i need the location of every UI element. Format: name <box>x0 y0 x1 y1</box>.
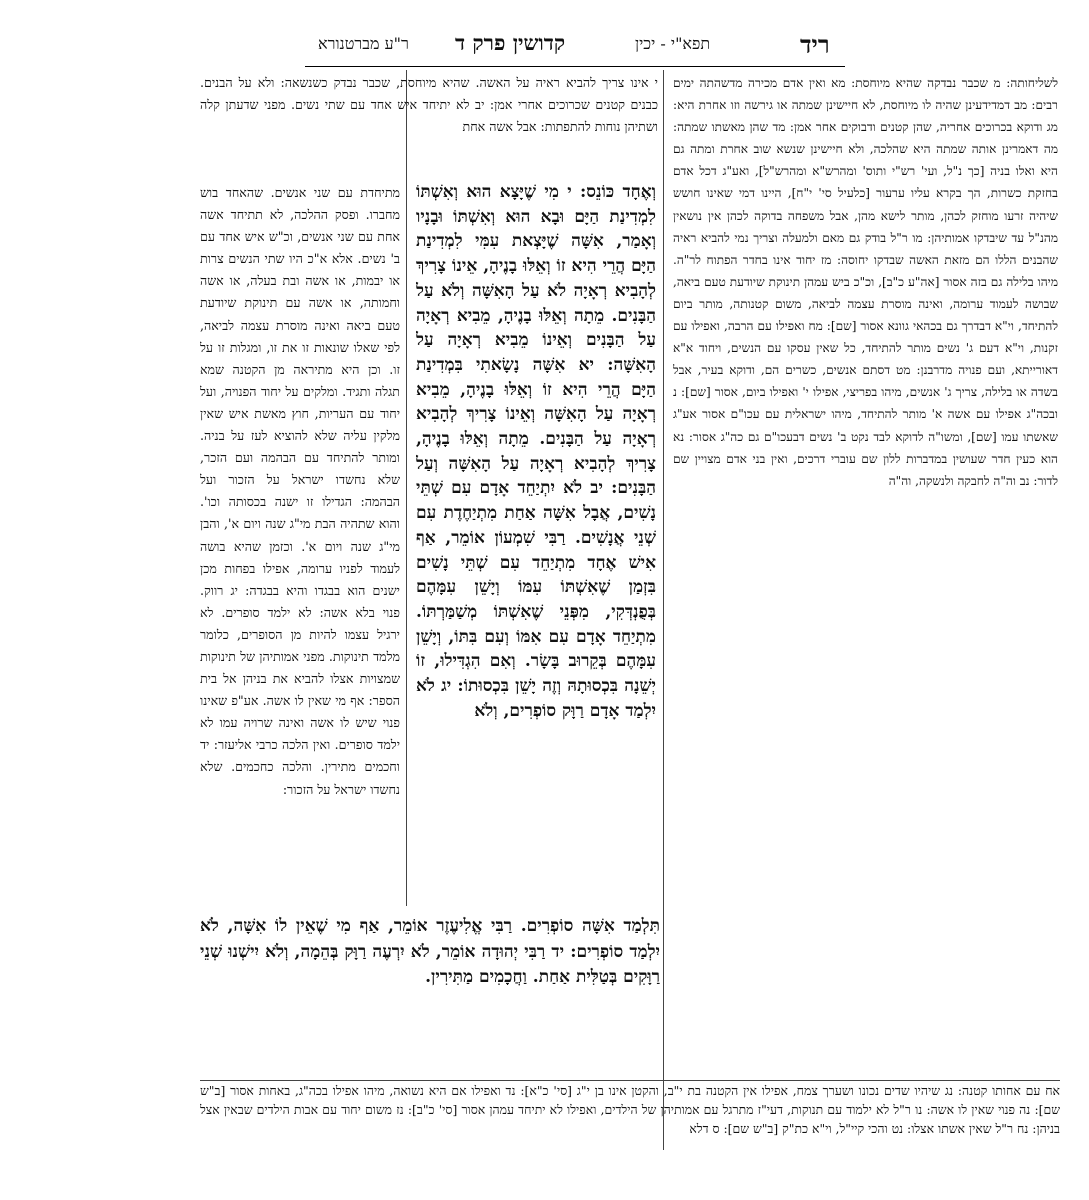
commentary-line: כשרים הם, ודוקא בעיר, אבל <box>673 363 817 378</box>
mishnah-line: נָשִׁים בִּזְמַן שֶׁאִשְׁתּוֹ עִמּוֹ וְיָשֵׁן <box>416 552 656 598</box>
commentary-line: שיבדקו אמותיהן: מו ר"ל בודק <box>860 230 1007 245</box>
mishnah-line: וְלֹא עַל הַבָּנִים. מֵתָה וְאֵלּוּ <box>416 280 656 326</box>
commentary-line: מתיחדת עם שני אנשים. <box>263 185 400 200</box>
commentary-line: אנשים, מיהו בפריצי, אפילו י' <box>798 385 941 400</box>
mishnah-wide-lines <box>200 914 660 991</box>
commentary-line: צרות או יבמות, או אשה ובת בעלה, <box>200 251 400 289</box>
footnote-line: עם תנוקות, דעי"ז מתרגל עם אמותיהן של הילדים, ואפילו לא יתיחד עמהן אסור [סי' כ"ב]: נז משום יחוד עם <box>318 1101 843 1117</box>
commentary-line: נקט ב' נשים דבעכו"ם גם כה"ג <box>716 429 869 444</box>
commentary-line: עצמה לביאה, משום קטנותה, <box>722 296 875 311</box>
commentary-line: ואפילו ביום, אסור [שם]: <box>676 385 799 400</box>
commentary-line: ואין בני אדם מצויין שם לדור: <box>673 451 1058 488</box>
mishnah-line: שֶׁיָּצְאת עִמִּי לִמְדִינַת הַיָּם הֲרֵי <box>416 231 656 277</box>
commentary-line: כ"ב], וכ"כ ביש עמהן תינוקת <box>764 274 905 289</box>
column-divider-left <box>406 70 407 906</box>
commentary-line: ואע"ג דכל אדם בחזקת כשרות, <box>673 164 1058 201</box>
bartenura-text <box>200 182 400 801</box>
mishnah-line: הֲרֵי הִיא זוֹ וְאֵלּוּ בָנֶיהָ, מֵבִיא <box>416 379 621 400</box>
commentary-line: בניהן אל בית הספר: אף מי <box>200 671 400 709</box>
commentary-line: גם בכהאי גוונא אסור [שם]: <box>822 319 958 334</box>
commentary-line: מז יחוד אינו בחדר הפתוח לר"ה. <box>673 252 832 267</box>
commentary-line: אותה שמתה היא שהלכה, ולא <box>842 142 997 157</box>
commentary-line: לשליחותה: מ שכבר נבדקה שהיא מיוחסת: מא ואין <box>803 76 1058 90</box>
mishnah-line: בִּכְסוּתָהּ וְזֶה יָשֵׁן בִּכְסוּתוֹ: יג לֹא <box>416 676 618 697</box>
commentary-line: נשים. אלא א"כ היו שתי הנשים <box>223 251 386 267</box>
mishnah-line: הִיא זוֹ וְאֵלּוּ בָנֶיהָ, אֵינוֹ צָרִיךְ <box>416 256 597 277</box>
commentary-line: לא תתיחד אשה אחת עם שני <box>200 207 400 245</box>
commentary-line: סופרים. לא ירגיל עצמו להיות <box>200 604 400 642</box>
commentary-line: לישא מהן, אבל משפחה בדוקה <box>748 208 906 223</box>
bartenura-top-text <box>200 72 658 138</box>
commentary-line: תינוקות. מפני אמותיהן של <box>235 648 369 664</box>
commentary-line: או אשה וחמותה, או אשה עם <box>200 273 400 311</box>
mishnah-line: וְעִם בִּתּוֹ, וְיָשֵׁן עִמָּהֶם בְּקֵרוּב <box>416 626 656 672</box>
tosafot-yachin-text <box>673 72 1058 492</box>
tosafot-yachin-label: תפא"י - יכין <box>635 34 711 53</box>
mishnah-line: תִּלְמַד אִשָּׁה סוֹפְרִים. רַבִּי אֱלִיעֶזֶר אוֹמֵר, אַף מִי שֶׁאֵין לוֹ <box>266 916 660 936</box>
commentary-line: הוא בבגדו והיא בבגדה: יג רווק. <box>200 582 366 598</box>
column-divider-right <box>663 70 664 1150</box>
commentary-line: תינוקת שיודעת טעם ביאה ואינה <box>200 295 400 333</box>
mishnah-line: וְאִשְׁתּוֹ וּבָנָיו וְאָמַר, אִשָּׁה <box>416 206 656 252</box>
commentary-line: י אינו צריך להביא ראיה על האשה. שהיא <box>436 75 658 90</box>
commentary-line: שיודעת טעם ביאה, שבושה <box>673 274 1058 311</box>
commentary-line: ישראל על הזכור ועל הבהמה: <box>200 472 400 510</box>
commentary-line: עמו לא ילמד סופרים. ואין הלכה <box>200 715 400 753</box>
commentary-line: מח ואפילו עם הרבה, ואפילו עם <box>673 319 823 334</box>
mishnah-line: בָּשָׂר. וְאִם הִגְדִּילוּ, זוֹ יְשֵׁנָה <box>416 651 656 697</box>
mishnah-line: אַף אִישׁ אֶחָד מִתְיַחֵד עִם שְׁתֵּי <box>416 527 656 573</box>
footnote-line: אח עם אחותו קטנה: נג שיהיו שדים נכונו ושערך צמח, אפילו אין הקטנה בת י"ב, והקטן אינו בן י"ג [סי' כ"א]: <box>515 1083 1060 1098</box>
mishnah-wide-text <box>200 914 660 996</box>
bartenura-column <box>200 182 400 912</box>
commentary-line: מיהו בלילה גם בזה אסור [אה"ע <box>904 274 1058 289</box>
bartenura-top-block <box>200 72 658 184</box>
commentary-line: לעמוד ערומה, ואינה מוסרת <box>874 296 1019 311</box>
commentary-line: גם היא ואלו בניה [כך נ"ל, ועי' <box>673 142 1058 179</box>
commentary-line: מן הסופרים, כלומר מלמד <box>200 626 400 664</box>
notes-divider <box>200 1080 1060 1081</box>
commentary-line: מוסרת עצמה לביאה, לפי שאלו <box>200 317 400 355</box>
commentary-line: תינוקות שמצויות אצלו להביא את <box>200 648 400 687</box>
commentary-line: במדברות ללון שם עוברי דרכים, <box>787 451 948 466</box>
mishnah-line: וְאֵינוֹ מֵבִיא רְאָיָה עַל הָאִשָּׁה: <box>416 330 656 375</box>
commentary-line: פנויה מדרבנן: מט דסתם אנשים, <box>816 363 982 378</box>
footnote-line: אבות הילדים שבאין אצל בניהן: נח ר"ל שאין אשתו אצלו: נט והכי קיי"ל, וי"א כת"ק [ב"ש שם]: ס דלא <box>200 1101 1060 1136</box>
mishnah-line: מְשַׁמַּרְתּוֹ. מִתְיַחֵד אָדָם עִם אִמּוֹ <box>416 601 656 647</box>
footnote-line: נד ואפילו אם היא נשואה, מיהו אפילו בכה"ג, באחות אסור [ב"ש שם]: נה פנוי שאין לו אשה: נו ר"ל לא ילמוד <box>200 1083 1060 1117</box>
commentary-line: עם עכו"ם אסור אע"ג שאשתו <box>673 407 1058 444</box>
commentary-line: בשדה או בלילה, צריך ג' <box>940 385 1058 400</box>
commentary-line: שיהיה זרעו מוחזק לכהן, מותר <box>905 208 1058 223</box>
commentary-line: מותר ביום להתיחד, וי"א דבדרך <box>673 296 1058 334</box>
commentary-line: להתפתות: אבל אשה אחת <box>462 119 591 135</box>
commentary-line: וכן היא מתיראה מן הקטנה שמא <box>200 361 381 377</box>
commentary-line: חיישינן שנשא שוב אחרת ומתה <box>684 142 843 157</box>
commentary-line: רש"י ותוס' ומהרש"א ומהרש"ל], <box>749 164 916 179</box>
commentary-line: הך בקרא עליו ערעור [כלעיל <box>831 186 981 201</box>
mishnah-line: בָנֶיהָ, מֵבִיא רְאָיָה עַל הַבָּנִים <box>416 305 656 351</box>
commentary-line: סי' י"ח], היינו דמי שאינו חושש <box>673 186 832 201</box>
commentary-line: שונאות זו את זו, ומגלות זו על זו. <box>200 339 400 377</box>
commentary-line: כרבי אליעזר: יד וחכמים <box>200 737 400 775</box>
commentary-line: להתיחד, כל שאין עסקו עם <box>761 341 902 356</box>
mishnah-line: יִתְיַחֵד אָדָם עִם שְׁתֵּי נָשִׁים, <box>416 478 656 524</box>
commentary-line: ויום א', והבן מי"ג שנה ויום א'. <box>200 516 400 554</box>
commentary-line: הפנויה, ועל יחוד עם העריות, חוץ <box>200 383 400 421</box>
mishnah-line: רְאָיָה עַל הָאִשָּׁה וְאֵינוֹ צָרִיךְ <box>457 404 656 425</box>
mishnah-text <box>416 180 656 723</box>
mishnah-line: וְאִשְׁתּוֹ לִמְדִינַת הַיָּם וּבָא הוּא <box>416 182 656 227</box>
commentary-line: אחרת היא: מג ודוקא בכרוכים אחריה, שהן קטנים <box>673 98 1058 135</box>
page-number: ריד <box>800 30 830 59</box>
commentary-line: אנשים, וכ"ש איש אחד עם ב' <box>200 229 400 267</box>
mishnah-line: יִלְמַד אָדָם רַוָּק סוֹפְרִים, וְלֹא <box>474 700 656 721</box>
mishnah-line: עִמָּהֶם בְּפֻנְדְּקִי, מִפְּנֵי שֶׁאִשְׁתּוֹ <box>416 577 656 622</box>
commentary-line: קטנים שכרוכים אחרי אמן: יב לא יתיחד איש אחד <box>365 97 625 113</box>
commentary-line: שהאחד בוש מחברו. ופסק ההלכה, <box>200 185 400 223</box>
commentary-line: תגלה ותגיד. ומלקים על יחוד <box>256 383 400 399</box>
commentary-line: נחשדו ישראל על הזכור: <box>282 781 400 797</box>
commentary-line: זקנות, וי"א דעם ג' נשים מותר <box>901 341 1058 356</box>
commentary-line: להביא ראיה שהבנים הללו הם <box>673 230 1058 267</box>
commentary-line: מיוחסת, שכבר נבדק כשנשאה: ולא על הבנים. כבנים <box>200 75 658 113</box>
mishnah-line: אֲבָל אִשָּׁה אַחַת מִתְיַחֶדֶת עִם <box>416 503 611 524</box>
commentary-line: ערומה, אפילו בפחות מכן ישנים <box>200 560 400 598</box>
commentary-line: לכהן אין נושאין מהנ"ל עד <box>673 208 1058 245</box>
commentary-line: אסור: נא הוא כעין חדר שעושין <box>673 429 1058 466</box>
commentary-line: פנוי בלא אשה: לא ילמד <box>259 604 400 620</box>
bartenura-label: ר"ע מברטנורא <box>318 34 409 53</box>
bottom-notes <box>200 1082 1060 1160</box>
commentary-line: הנשים, ויחוד א"א דאורייתא, ועם <box>673 341 1058 378</box>
mishnah-line: לְהָבִיא רְאָיָה עַל הַבָּנִים. מֵתָה <box>416 404 656 450</box>
commentary-line: גם מאם ולמעלה וצריך נמי <box>729 230 861 245</box>
mishnah-line: אִשָּׁה, לֹא יִלְמַד סוֹפְרִים: יד רַבִּי יְהוּדָה אוֹמֵר, לֹא יִרְעֶה רַוָּק <box>200 916 660 962</box>
mishnah-line: לְהָבִיא רְאָיָה לֹא עַל הָאִשָּׁה <box>464 280 656 301</box>
commentary-line: להוציא לעז על בניה. ומותר להתיחד <box>200 428 400 466</box>
commentary-line: פנוי שיש לו אשה ואינה שרויה <box>237 715 400 731</box>
mishnah-line: וְאֵלּוּ בָנֶיהָ, צָרִיךְ לְהָבִיא רְאָיָה <box>416 429 656 474</box>
commentary-line: עמו [שם], ומשו"ה לדוקא לבד <box>868 429 1019 444</box>
mishnah-line: וְאֶחָד כּוֹנֵס: י מִי שֶׁיָּצָא הוּא <box>458 182 656 202</box>
bottom-notes-text <box>200 1082 1060 1139</box>
mishnah-line: שְׁנֵי אֲנָשִׁים. רַבִּי שִׁמְעוֹן אוֹמֵר, <box>435 527 656 548</box>
commentary-line: שאין לו אשה. אע"פ שאינו <box>200 693 331 709</box>
commentary-line: הגדילו זו ישנה בכסותה <box>220 494 352 510</box>
commentary-line: וכזמן שהיא בושה לעמוד לפניו <box>200 538 400 576</box>
commentary-line: עם שתי נשים. מפני שדעתן קלה ושתיהן נוחות <box>200 97 658 135</box>
commentary-line: נב וה"ה לחבקה ולנשקה, וה"ה <box>888 473 1030 488</box>
commentary-line: מתירין. והלכה כחכמים. שלא <box>200 759 356 775</box>
mishnah-main-text <box>416 180 656 908</box>
commentary-line: מאשת איש שאין מלקין עליה שלא <box>200 405 400 444</box>
commentary-line: וכו'. והוא שתהיה הבת מי"ג שנה <box>200 494 400 532</box>
commentary-line: מותר להתיחד, מיהו ישראלית <box>779 407 927 422</box>
commentary-line: נ ובכה"ג אפילו עם אשה א' <box>673 385 1058 422</box>
chapter-title: קדושין פרק ד <box>455 30 566 55</box>
commentary-line: מאשתו שמתה: מה דאמרינן <box>673 120 1058 157</box>
commentary-line: מזאת האשה שבדקו יחוסה: <box>831 252 970 267</box>
commentary-line: ודבוקים אחר אמן: מד שהן <box>745 120 876 135</box>
commentary-line: עם הבהמה ועם הזכר, שלא נחשדו <box>200 450 400 488</box>
mishnah-line: עַל הָאִשָּׁה וְעַל הַבָּנִים: יב לֹא <box>416 453 656 499</box>
tosafot-yachin-column <box>673 72 1058 1074</box>
mishnah-line: יא אִשָּׁה נָשָׂאתִי בִּמְדִינַת הַיָּם <box>416 354 656 400</box>
commentary-line: שהיה לו מיוחסת, לא חיישינן שמתה או גירשה וזו <box>726 98 962 113</box>
mishnah-line: בְּהֵמָה, וְלֹא יִישְׁנוּ שְׁנֵי רַוָּקִים בְּטַלִּית אַחַת. וַחֲכָמִים מַתִּירִין. <box>200 941 660 987</box>
commentary-line: אדם מכירה מדשהתה ימים רבים: מב דמדידעינן <box>673 76 1058 113</box>
